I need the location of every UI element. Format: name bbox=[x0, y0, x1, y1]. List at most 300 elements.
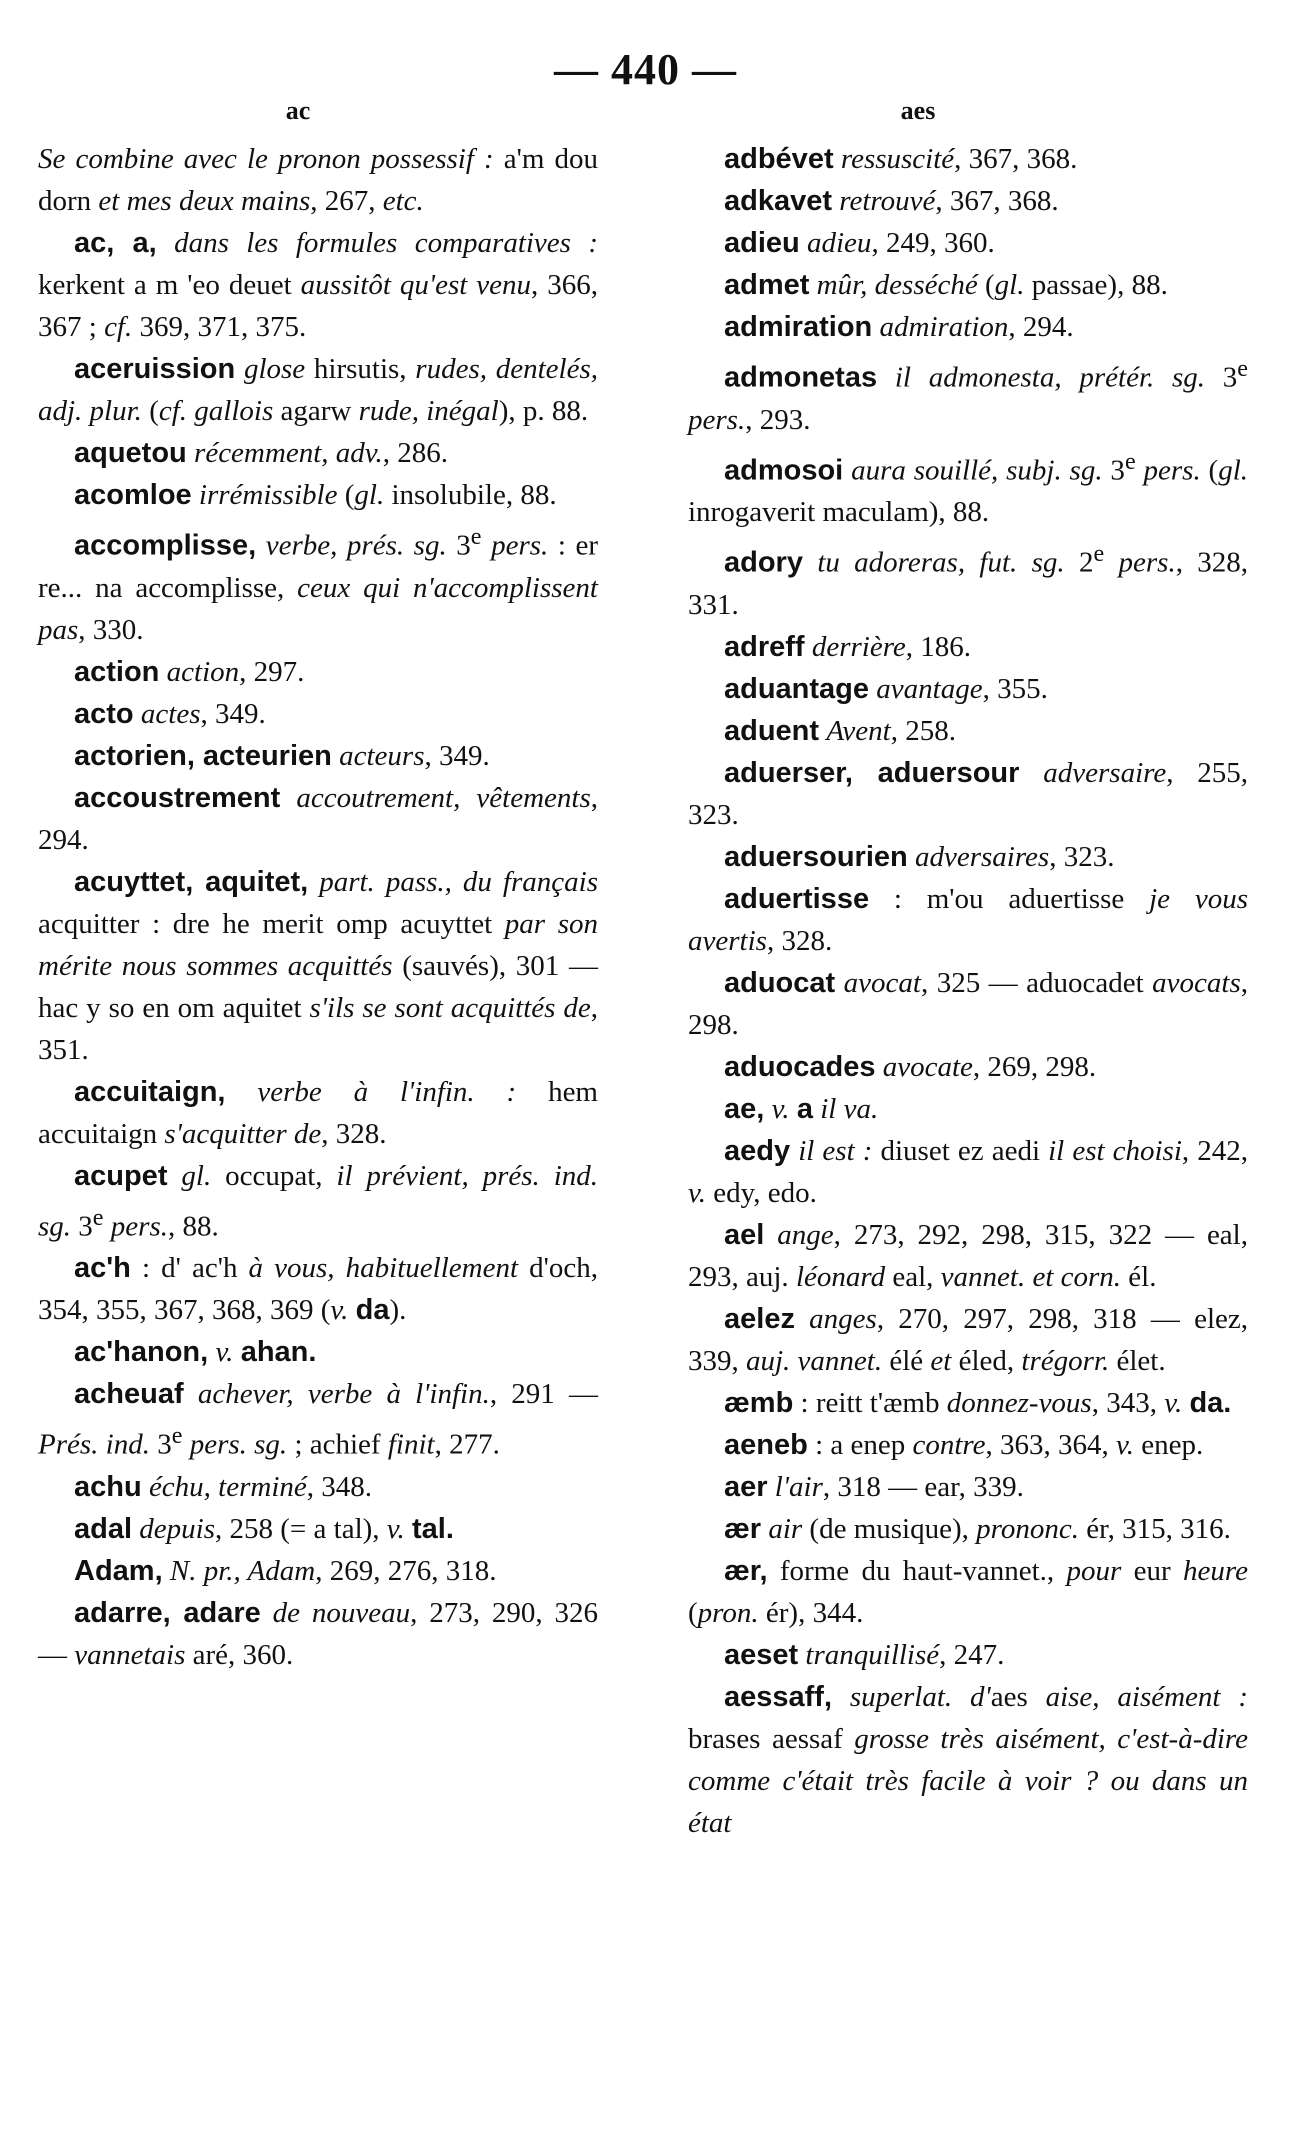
headword: aduent bbox=[724, 714, 820, 747]
dictionary-entry bbox=[38, 222, 598, 348]
dictionary-entry bbox=[688, 348, 1248, 441]
headword: æmb bbox=[724, 1386, 794, 1419]
gloss-italic: cf. bbox=[104, 311, 133, 343]
headword: adkavet bbox=[724, 185, 833, 217]
headword: achu bbox=[74, 1470, 142, 1503]
dictionary-entry bbox=[688, 533, 1248, 626]
headword: aduersourien bbox=[724, 840, 908, 873]
headword: aceruission bbox=[74, 353, 236, 385]
entry-text: ( bbox=[337, 479, 355, 511]
headword: adieu bbox=[724, 227, 800, 259]
gloss-italic: aise, aisément : bbox=[1045, 1680, 1248, 1713]
entry-text: ( bbox=[1200, 454, 1219, 487]
entry-text bbox=[803, 547, 817, 579]
entry-text: , 355. bbox=[982, 672, 1048, 705]
gloss-italic: rude, inégal bbox=[358, 395, 499, 427]
headword: adarre, adare bbox=[74, 1596, 261, 1629]
dictionary-entry bbox=[688, 306, 1248, 348]
entry-text bbox=[832, 1681, 850, 1713]
entry-text bbox=[182, 1429, 189, 1461]
dictionary-entry bbox=[38, 1592, 598, 1676]
gloss-italic: pers. bbox=[110, 1210, 168, 1243]
entry-text bbox=[835, 967, 843, 999]
gloss-italic: il est : bbox=[798, 1134, 873, 1167]
headword: admosoi bbox=[724, 454, 844, 487]
gloss-italic: adieu bbox=[807, 227, 872, 259]
dictionary-entry bbox=[688, 1214, 1248, 1298]
entry-text: , 258. bbox=[890, 714, 956, 747]
gloss-italic: avocate bbox=[882, 1050, 973, 1083]
entry-text: 2 bbox=[1064, 546, 1094, 579]
gloss-italic: pers. bbox=[1118, 546, 1176, 579]
entry-text: : m'ou aduertisse bbox=[869, 882, 1150, 915]
entry-text: élé bbox=[882, 1344, 931, 1377]
entry-text: , 325 — aduocadet bbox=[920, 966, 1153, 999]
dictionary-entry bbox=[38, 1247, 598, 1331]
dictionary-entry bbox=[688, 1130, 1248, 1214]
headword: adreff bbox=[724, 630, 805, 663]
entry-text bbox=[280, 782, 296, 814]
entry-text: , 88. bbox=[167, 1210, 219, 1243]
gloss-italic: échu, terminé bbox=[148, 1470, 307, 1503]
headword: aelez bbox=[724, 1302, 795, 1335]
entry-text bbox=[834, 143, 841, 175]
dictionary-entry bbox=[38, 861, 598, 1071]
gloss-italic: v. bbox=[386, 1512, 405, 1545]
gloss-italic: il admonesta, prétér. sg. bbox=[894, 361, 1206, 394]
headword: action bbox=[74, 655, 160, 688]
entry-text bbox=[405, 1513, 412, 1545]
dictionary-entry bbox=[688, 222, 1248, 264]
entry-text: kerkent a m 'eo deuet bbox=[38, 269, 301, 301]
entry-text bbox=[764, 1093, 771, 1125]
entry-text: , 269, 276, 318. bbox=[315, 1554, 497, 1587]
entry-text bbox=[192, 479, 199, 511]
gloss-italic: et mes deux mains bbox=[98, 185, 311, 217]
entry-text bbox=[142, 1471, 149, 1503]
entry-text: , 269, 298. bbox=[972, 1050, 1097, 1083]
gloss-italic: gl. bbox=[354, 479, 385, 511]
gloss-italic: l'air bbox=[774, 1470, 823, 1503]
entry-text: ), p. 88. bbox=[498, 395, 589, 427]
gloss-italic: auj. vannet. bbox=[746, 1344, 883, 1377]
headword: actorien, acteurien bbox=[74, 739, 332, 772]
entry-text: , 328. bbox=[321, 1117, 387, 1150]
entry-text: , 186. bbox=[905, 630, 972, 663]
right-column bbox=[688, 138, 1248, 1844]
entry-text: passae), 88. bbox=[1024, 269, 1168, 301]
entry-text: agarw bbox=[273, 395, 359, 427]
entry-text bbox=[167, 1160, 181, 1192]
gloss-italic: à vous, habituellement bbox=[248, 1252, 519, 1285]
gloss-italic: v. bbox=[1164, 1386, 1183, 1419]
headword: acupet bbox=[74, 1159, 168, 1192]
gloss-italic: accoutrement, vêtements bbox=[296, 781, 591, 814]
entry-text bbox=[790, 1135, 798, 1167]
gloss-italic: il prévient, prés. ind. sg. bbox=[38, 1159, 598, 1243]
entry-text: , 349. bbox=[424, 739, 490, 772]
entry-text bbox=[261, 1597, 273, 1629]
headword: admiration bbox=[724, 311, 873, 343]
headword: aer bbox=[724, 1470, 768, 1503]
headword: da bbox=[355, 1294, 390, 1327]
dictionary-entry bbox=[688, 1088, 1248, 1130]
headword: acto bbox=[74, 697, 134, 730]
entry-text bbox=[482, 530, 492, 562]
entry-text: : a enep bbox=[807, 1428, 913, 1461]
entry-text: , 286. bbox=[382, 437, 448, 469]
running-head-left: ac bbox=[285, 96, 311, 125]
gloss-italic: v. bbox=[688, 1176, 706, 1209]
entry-text: ; achief bbox=[287, 1428, 388, 1461]
dictionary-entry bbox=[688, 264, 1248, 306]
dictionary-entry bbox=[38, 735, 598, 777]
headword: aessaff, bbox=[724, 1680, 833, 1713]
entry-text: forme du haut-vannet., bbox=[767, 1554, 1067, 1587]
entry-text: , 267, bbox=[310, 185, 383, 217]
gloss-italic: pers. bbox=[1143, 454, 1201, 487]
entry-text: ( bbox=[688, 1596, 698, 1629]
gloss-italic: rudes, dentelés, adj. plur. bbox=[38, 353, 598, 427]
gloss-italic: part. pass., du français bbox=[319, 865, 598, 898]
entry-text: e bbox=[1093, 540, 1105, 568]
entry-text: , 273, 292, 298, 315, 322 — eal, 293, auj. bbox=[688, 1218, 1248, 1293]
headword: ac'hanon, bbox=[74, 1336, 209, 1369]
headword: ær bbox=[724, 1512, 762, 1545]
gloss-italic: aura souillé, subj. sg. bbox=[851, 454, 1103, 487]
gloss-italic: tranquillisé bbox=[805, 1638, 940, 1671]
gloss-italic: pour bbox=[1066, 1554, 1122, 1587]
gloss-italic: prononc. bbox=[976, 1512, 1079, 1545]
gloss-italic: vannetais bbox=[74, 1638, 186, 1671]
entry-text: , 258 (= a tal), bbox=[215, 1512, 387, 1545]
headword: a bbox=[796, 1092, 813, 1125]
entry-text: , 351. bbox=[38, 991, 599, 1066]
headword: accuitaign, bbox=[74, 1075, 226, 1108]
headword: aduocat bbox=[724, 966, 836, 999]
headword: aduantage bbox=[724, 672, 870, 705]
entry-text bbox=[256, 530, 266, 562]
entry-text: d'och, 354, 355, 367, 368, 369 ( bbox=[38, 1252, 598, 1327]
entry-text: , 330. bbox=[78, 613, 144, 646]
entry-text: diuset ez aedi bbox=[872, 1134, 1049, 1167]
dictionary-entry bbox=[688, 1046, 1248, 1088]
entry-text bbox=[764, 1219, 777, 1251]
gloss-italic: achever, verbe à l'infin. bbox=[197, 1378, 490, 1411]
entry-text bbox=[159, 656, 166, 688]
headword: ae, bbox=[724, 1092, 765, 1125]
gloss-italic: s'acquitter de bbox=[164, 1117, 322, 1150]
dictionary-entry bbox=[38, 651, 598, 693]
dictionary-entry bbox=[688, 1550, 1248, 1634]
headword: adal bbox=[74, 1512, 133, 1545]
gloss-italic: pers. bbox=[491, 529, 549, 562]
dictionary-entry bbox=[38, 432, 598, 474]
gloss-italic: Avent bbox=[826, 714, 891, 747]
entry-text: , 367, 368. bbox=[954, 143, 1078, 175]
entry-text: , 293. bbox=[745, 403, 811, 436]
gloss-italic: glose bbox=[243, 353, 306, 385]
entry-text bbox=[908, 841, 915, 873]
dictionary-entry bbox=[688, 668, 1248, 710]
gloss-italic: retrouvé bbox=[839, 185, 936, 217]
entry-text bbox=[187, 437, 194, 469]
gloss-italic: heure bbox=[1183, 1554, 1248, 1587]
entry-text: , 367, 368. bbox=[935, 185, 1059, 217]
entry-text: élet. bbox=[1109, 1344, 1166, 1377]
gloss-italic: finit bbox=[387, 1428, 435, 1461]
gloss-italic: N. pr., Adam bbox=[169, 1554, 316, 1587]
headword: aeneb bbox=[724, 1428, 808, 1461]
entry-text bbox=[800, 227, 807, 259]
entry-text bbox=[226, 1076, 258, 1108]
entry-text: , 242, bbox=[1181, 1134, 1249, 1167]
entry-text: 369, 371, 375. bbox=[132, 311, 307, 343]
entry-text: , 298. bbox=[688, 966, 1249, 1041]
entry-text: , 348. bbox=[306, 1470, 373, 1503]
gloss-italic: contre bbox=[912, 1428, 986, 1461]
dictionary-entry bbox=[38, 1508, 598, 1550]
entry-text: , 323. bbox=[1049, 840, 1115, 873]
headword: ac'h bbox=[74, 1252, 131, 1285]
gloss-italic: v. bbox=[1116, 1428, 1134, 1461]
entry-text bbox=[877, 362, 895, 394]
entry-text: : reitt t'æmb bbox=[793, 1386, 947, 1419]
dictionary-entry bbox=[38, 1155, 598, 1248]
entry-text: eal, bbox=[885, 1260, 941, 1293]
dictionary-entry bbox=[38, 1331, 598, 1373]
headword: adory bbox=[724, 546, 803, 579]
entry-text: 3 bbox=[1102, 454, 1125, 487]
entry-text: insolubile, 88. bbox=[384, 479, 557, 511]
gloss-italic: vannet. et corn. bbox=[940, 1260, 1122, 1293]
gloss-italic: trégorr. bbox=[1021, 1344, 1110, 1377]
gloss-italic: avocat bbox=[843, 966, 921, 999]
gloss-italic: je vous avertis bbox=[688, 882, 1249, 957]
headword: acomloe bbox=[74, 479, 192, 511]
gloss-italic: verbe, prés. sg. bbox=[265, 529, 447, 562]
gloss-italic: de nouveau bbox=[272, 1596, 411, 1629]
entry-text bbox=[233, 1336, 240, 1368]
dictionary-entry bbox=[688, 441, 1248, 534]
entry-text: , 328. bbox=[766, 924, 833, 957]
entry-text bbox=[308, 866, 319, 898]
gloss-italic: superlat. d' bbox=[849, 1680, 991, 1713]
dictionary-entry bbox=[688, 710, 1248, 752]
headword: tal. bbox=[412, 1512, 454, 1545]
dictionary-entry bbox=[688, 626, 1248, 668]
entry-text: ). bbox=[389, 1294, 407, 1327]
gloss-italic: il est choisi bbox=[1048, 1134, 1182, 1167]
dictionary-entry bbox=[688, 1382, 1248, 1424]
entry-text: , 328, 331. bbox=[688, 546, 1249, 621]
entry-text: 3 bbox=[446, 529, 471, 562]
gloss-italic: ressuscité bbox=[840, 143, 955, 175]
dictionary-entry bbox=[688, 138, 1248, 180]
entry-text: ( bbox=[977, 269, 995, 301]
gloss-italic: dans les formules comparatives : bbox=[174, 227, 598, 259]
entry-text bbox=[157, 227, 174, 259]
gloss-italic: par son mérite nous sommes acquittés bbox=[38, 907, 598, 982]
headword: ahan. bbox=[240, 1336, 317, 1369]
gloss-italic: v. bbox=[215, 1336, 234, 1369]
headword: ac, a, bbox=[74, 227, 157, 259]
gloss-italic: admiration bbox=[879, 311, 1009, 343]
gloss-italic: gl. bbox=[994, 269, 1025, 301]
entry-text: , 291 — bbox=[489, 1378, 599, 1411]
gloss-italic: v. bbox=[330, 1294, 349, 1327]
entry-text: aré, 360. bbox=[185, 1638, 294, 1671]
dictionary-entry bbox=[688, 1634, 1248, 1676]
dictionary-entry bbox=[688, 1466, 1248, 1508]
entry-text: él. bbox=[1121, 1260, 1157, 1293]
gloss-italic: tu adoreras, fut. sg. bbox=[817, 546, 1065, 579]
entry-text: hirsutis, bbox=[305, 353, 416, 385]
entry-text bbox=[872, 311, 879, 343]
entry-text: , 349. bbox=[200, 697, 266, 730]
headword: accoustrement bbox=[74, 781, 281, 814]
gloss-italic: avantage bbox=[876, 672, 983, 705]
dictionary-entry bbox=[38, 1071, 598, 1155]
headword: aedy bbox=[724, 1134, 791, 1167]
entry-text bbox=[104, 1210, 111, 1242]
entry-text bbox=[235, 353, 244, 385]
entry-text: acquitter : dre he merit omp acuyttet bbox=[38, 907, 505, 940]
gloss-italic: gl. bbox=[181, 1159, 212, 1192]
gloss-italic: cf. gallois bbox=[158, 395, 274, 427]
entry-text bbox=[768, 1471, 775, 1503]
headword: adbévet bbox=[724, 143, 834, 175]
entry-text: e bbox=[1237, 355, 1249, 382]
entry-text bbox=[1019, 757, 1043, 789]
headword: aduocades bbox=[724, 1050, 876, 1083]
gloss-italic: Se combine avec le pronon possessif : bbox=[38, 143, 494, 175]
dictionary-entry bbox=[688, 878, 1248, 962]
gloss-italic: action bbox=[166, 655, 240, 688]
dictionary-entry bbox=[38, 1466, 598, 1508]
dictionary-entry bbox=[688, 1298, 1248, 1382]
headword: aquetou bbox=[74, 437, 187, 469]
entry-text bbox=[876, 1051, 883, 1083]
dictionary-entry bbox=[688, 962, 1248, 1046]
headword: aeset bbox=[724, 1638, 799, 1671]
entry-text: e bbox=[470, 523, 482, 550]
gloss-italic: v. bbox=[771, 1092, 790, 1125]
entry-text: eur bbox=[1121, 1554, 1184, 1587]
entry-text: enep. bbox=[1134, 1428, 1204, 1461]
entry-text: , 277. bbox=[434, 1428, 500, 1461]
entry-text: : er re... na accomplisse, bbox=[38, 529, 598, 604]
entry-text: (de musique), bbox=[802, 1512, 977, 1545]
entry-text: éled, bbox=[951, 1344, 1022, 1377]
entry-text: edy, edo. bbox=[705, 1176, 817, 1209]
entry-text: , 318 — ear, 339. bbox=[822, 1470, 1024, 1503]
entry-text bbox=[184, 1378, 198, 1410]
entry-text: , 294. bbox=[38, 781, 598, 856]
entry-text: e bbox=[171, 1422, 183, 1450]
headword: accomplisse, bbox=[74, 529, 257, 562]
gloss-italic: adversaire bbox=[1043, 756, 1167, 789]
entry-text: ér), 344. bbox=[758, 1596, 864, 1629]
gloss-italic: ceux qui n'accomplissent pas bbox=[38, 571, 598, 646]
entry-text: hem accuitaign bbox=[38, 1075, 598, 1150]
headword: admonetas bbox=[724, 361, 878, 394]
gloss-italic: derrière bbox=[811, 630, 906, 663]
dictionary-entry bbox=[688, 752, 1248, 836]
entry-text: ( bbox=[141, 395, 159, 427]
entry-text bbox=[843, 454, 851, 486]
entry-text: 3 bbox=[149, 1428, 172, 1461]
entry-text bbox=[795, 1303, 809, 1335]
dictionary-entry bbox=[38, 474, 598, 516]
headword: acheuaf bbox=[74, 1378, 184, 1411]
entry-text: , 255, 323. bbox=[688, 756, 1249, 831]
headword: ael bbox=[724, 1218, 765, 1251]
gloss-italic: verbe à l'infin. : bbox=[257, 1075, 517, 1108]
headword: admet bbox=[724, 269, 810, 301]
headword: aduertisse bbox=[724, 882, 870, 915]
entry-text bbox=[1136, 454, 1144, 486]
gloss-italic: donnez-vous bbox=[946, 1386, 1092, 1419]
entry-text: , 343, bbox=[1091, 1386, 1165, 1419]
gloss-italic: ange bbox=[777, 1218, 834, 1251]
entry-text: 3 bbox=[71, 1210, 93, 1243]
gloss-italic: depuis bbox=[139, 1512, 215, 1545]
entry-text: inrogaverit maculam), 88. bbox=[688, 496, 990, 529]
gloss-italic: pron. bbox=[697, 1596, 759, 1629]
entry-text bbox=[1104, 547, 1118, 579]
gloss-italic: gl. bbox=[1218, 454, 1249, 487]
gloss-italic: léonard bbox=[795, 1260, 886, 1293]
gloss-italic: s'ils se sont acquittés de bbox=[309, 991, 591, 1024]
dictionary-entry bbox=[38, 516, 598, 651]
entry-text: , 294. bbox=[1008, 311, 1074, 343]
entry-text: , 363, 364, bbox=[985, 1428, 1117, 1461]
entry-text: , 273, 290, 326 — bbox=[38, 1596, 599, 1671]
entry-text: , 270, 297, 298, 318 — elez, 339, bbox=[688, 1302, 1249, 1377]
headword: Adam, bbox=[74, 1554, 163, 1587]
gloss-italic: avocats bbox=[1152, 966, 1241, 999]
entry-text: 3 bbox=[1205, 361, 1238, 394]
entry-text: , 366, 367 ; bbox=[38, 269, 598, 343]
entry-text: (sauvés), 301 — hac y so en om aquitet bbox=[38, 949, 598, 1024]
gloss-italic: récemment, adv. bbox=[194, 437, 383, 469]
gloss-italic: actes bbox=[140, 697, 201, 730]
headword: da. bbox=[1189, 1386, 1232, 1419]
gloss-italic: anges bbox=[809, 1302, 877, 1335]
gloss-italic: air bbox=[768, 1512, 803, 1545]
page-number: — 440 — bbox=[554, 45, 737, 94]
gloss-italic: Prés. ind. bbox=[38, 1428, 150, 1461]
entry-text: : d' ac'h bbox=[130, 1252, 249, 1285]
entry-text: e bbox=[1124, 447, 1136, 475]
gloss-italic: pers. sg. bbox=[189, 1428, 288, 1461]
dictionary-entry bbox=[38, 1550, 598, 1592]
gloss-italic: irrémissible bbox=[198, 479, 338, 511]
entry-text: occupat, bbox=[211, 1159, 337, 1192]
entry-text: ér, 315, 316. bbox=[1078, 1512, 1231, 1545]
entry-text bbox=[163, 1555, 170, 1587]
entry-text bbox=[134, 698, 141, 730]
dictionary-entry bbox=[38, 138, 598, 222]
dictionary-entry bbox=[38, 693, 598, 735]
gloss-italic: pers. bbox=[688, 403, 746, 436]
entry-text bbox=[805, 631, 812, 663]
entry-text: , 249, 360. bbox=[871, 227, 995, 259]
left-column bbox=[38, 138, 598, 1676]
gloss-italic: adversaires bbox=[914, 840, 1050, 873]
gloss-italic: acteurs bbox=[339, 739, 425, 772]
